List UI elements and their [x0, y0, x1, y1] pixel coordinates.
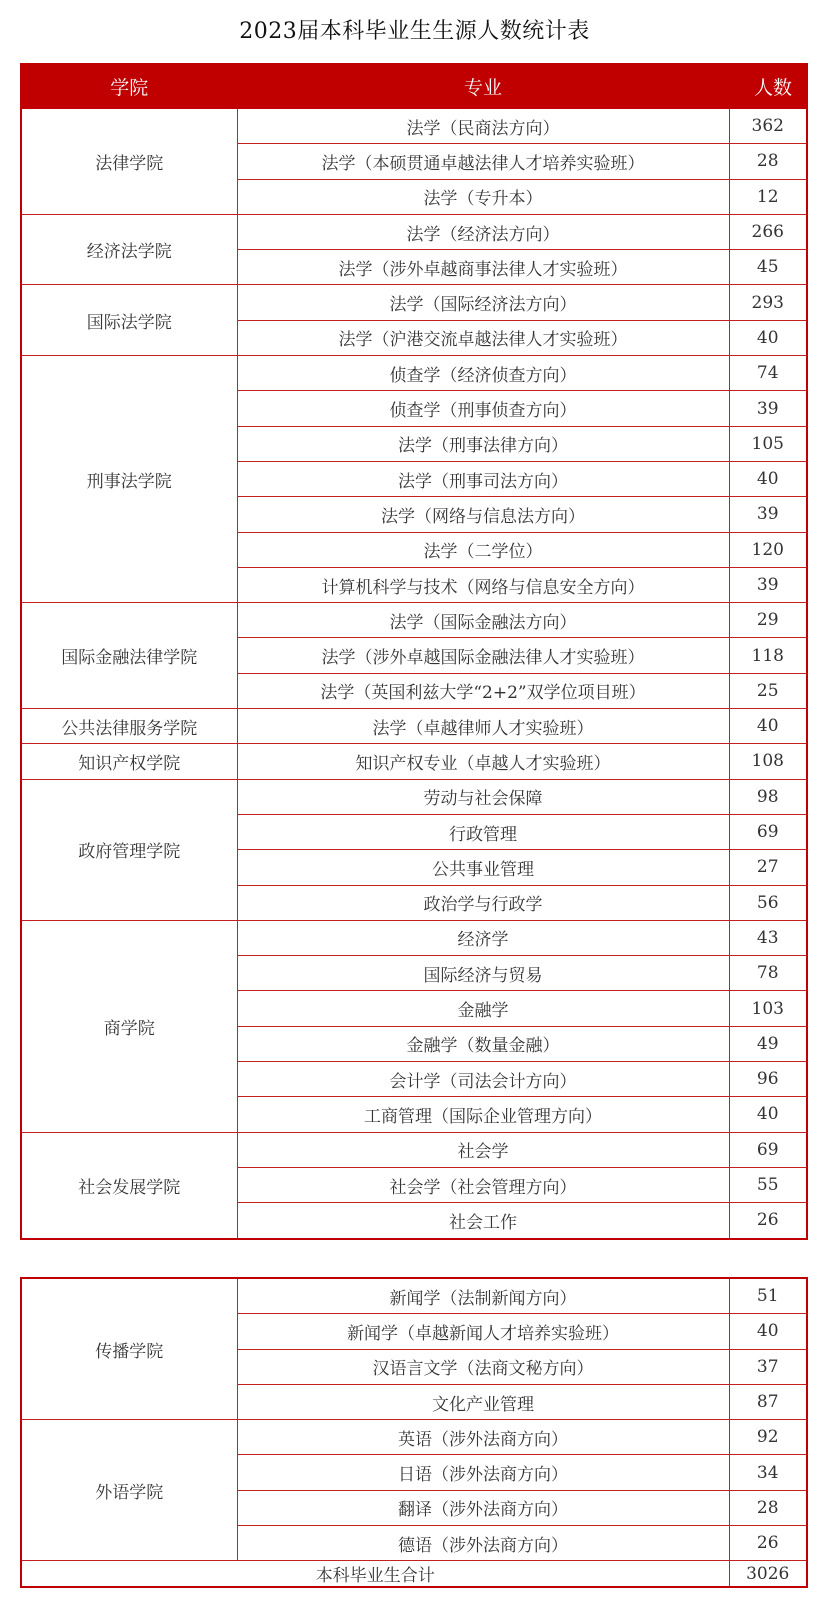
header-count: 人数: [729, 64, 807, 109]
college-cell: 政府管理学院: [21, 779, 237, 920]
count-cell: 39: [729, 391, 807, 426]
college-cell: 经济法学院: [21, 214, 237, 285]
table-row: [21, 109, 807, 144]
table-row: [21, 1278, 807, 1314]
major-cell: 法学（经济法方向）: [237, 214, 729, 249]
major-cell: 金融学（数量金融）: [237, 1026, 729, 1061]
major-cell: 会计学（司法会计方向）: [237, 1062, 729, 1097]
enrollment-table: [20, 63, 808, 1240]
count-cell: 29: [729, 603, 807, 638]
major-cell: 法学（网络与信息法方向）: [237, 497, 729, 532]
count-cell: 293: [729, 285, 807, 320]
count-cell: 12: [729, 179, 807, 214]
count-cell: 118: [729, 638, 807, 673]
major-cell: 社会学（社会管理方向）: [237, 1167, 729, 1202]
major-cell: 侦查学（刑事侦查方向）: [237, 391, 729, 426]
table-row: [21, 603, 807, 638]
count-cell: 40: [729, 1314, 807, 1349]
total-count: 3026: [729, 1561, 807, 1588]
major-cell: 法学（民商法方向）: [237, 109, 729, 144]
major-cell: 翻译（涉外法商方向）: [237, 1490, 729, 1525]
major-cell: 侦查学（经济侦查方向）: [237, 356, 729, 391]
header-major: 专业: [237, 64, 729, 109]
count-cell: 40: [729, 709, 807, 744]
total-label: 本科毕业生合计: [21, 1561, 729, 1588]
count-cell: 40: [729, 1097, 807, 1132]
table-row: [21, 1132, 807, 1167]
major-cell: 英语（涉外法商方向）: [237, 1420, 729, 1455]
major-cell: 经济学: [237, 920, 729, 955]
page-title: 2023届本科毕业生生源人数统计表: [239, 19, 590, 44]
count-cell: 39: [729, 497, 807, 532]
major-cell: 日语（涉外法商方向）: [237, 1455, 729, 1490]
count-cell: 87: [729, 1384, 807, 1419]
count-cell: 28: [729, 1490, 807, 1525]
total-row: [21, 1561, 807, 1588]
table-header-row: [21, 64, 807, 109]
table-row: [21, 744, 807, 779]
count-cell: 51: [729, 1278, 807, 1314]
count-cell: 78: [729, 956, 807, 991]
count-cell: 34: [729, 1455, 807, 1490]
major-cell: 政治学与行政学: [237, 885, 729, 920]
count-cell: 96: [729, 1062, 807, 1097]
count-cell: 92: [729, 1420, 807, 1455]
major-cell: 汉语言文学（法商文秘方向）: [237, 1349, 729, 1384]
count-cell: 105: [729, 426, 807, 461]
major-cell: 法学（本硕贯通卓越法律人才培养实验班）: [237, 144, 729, 179]
count-cell: 40: [729, 461, 807, 496]
college-cell: 社会发展学院: [21, 1132, 237, 1238]
count-cell: 28: [729, 144, 807, 179]
major-cell: 行政管理: [237, 814, 729, 849]
major-cell: 法学（卓越律师人才实验班）: [237, 709, 729, 744]
table-row: [21, 920, 807, 955]
college-cell: 传播学院: [21, 1278, 237, 1420]
college-cell: 刑事法学院: [21, 356, 237, 603]
count-cell: 25: [729, 673, 807, 708]
table-row: [21, 356, 807, 391]
count-cell: 103: [729, 991, 807, 1026]
major-cell: 法学（国际金融法方向）: [237, 603, 729, 638]
major-cell: 金融学: [237, 991, 729, 1026]
college-cell: 法律学院: [21, 109, 237, 215]
major-cell: 法学（刑事司法方向）: [237, 461, 729, 496]
major-cell: 法学（二学位）: [237, 532, 729, 567]
count-cell: 266: [729, 214, 807, 249]
major-cell: 公共事业管理: [237, 850, 729, 885]
count-cell: 55: [729, 1167, 807, 1202]
count-cell: 43: [729, 920, 807, 955]
major-cell: 法学（国际经济法方向）: [237, 285, 729, 320]
count-cell: 56: [729, 885, 807, 920]
major-cell: 文化产业管理: [237, 1384, 729, 1419]
major-cell: 计算机科学与技术（网络与信息安全方向）: [237, 567, 729, 602]
major-cell: 法学（刑事法律方向）: [237, 426, 729, 461]
count-cell: 26: [729, 1203, 807, 1239]
count-cell: 108: [729, 744, 807, 779]
major-cell: 法学（专升本）: [237, 179, 729, 214]
college-cell: 公共法律服务学院: [21, 709, 237, 744]
major-cell: 知识产权专业（卓越人才实验班）: [237, 744, 729, 779]
count-cell: 40: [729, 320, 807, 355]
count-cell: 45: [729, 250, 807, 285]
college-cell: 国际法学院: [21, 285, 237, 356]
table-row: [21, 709, 807, 744]
college-cell: 知识产权学院: [21, 744, 237, 779]
major-cell: 法学（涉外卓越商事法律人才实验班）: [237, 250, 729, 285]
table-row: [21, 1420, 807, 1455]
major-cell: 劳动与社会保障: [237, 779, 729, 814]
college-cell: 外语学院: [21, 1420, 237, 1561]
table-row: [21, 214, 807, 249]
major-cell: 社会学: [237, 1132, 729, 1167]
major-cell: 法学（英国利兹大学“2+2”双学位项目班）: [237, 673, 729, 708]
count-cell: 98: [729, 779, 807, 814]
count-cell: 49: [729, 1026, 807, 1061]
count-cell: 27: [729, 850, 807, 885]
count-cell: 39: [729, 567, 807, 602]
count-cell: 69: [729, 1132, 807, 1167]
count-cell: 362: [729, 109, 807, 144]
college-cell: 国际金融法律学院: [21, 603, 237, 709]
major-cell: 法学（涉外卓越国际金融法律人才实验班）: [237, 638, 729, 673]
major-cell: 法学（沪港交流卓越法律人才实验班）: [237, 320, 729, 355]
table-row: [21, 779, 807, 814]
count-cell: 37: [729, 1349, 807, 1384]
major-cell: 社会工作: [237, 1203, 729, 1239]
enrollment-table-continued: [20, 1277, 808, 1588]
count-cell: 120: [729, 532, 807, 567]
major-cell: 德语（涉外法商方向）: [237, 1526, 729, 1561]
table-row: [21, 285, 807, 320]
count-cell: 74: [729, 356, 807, 391]
count-cell: 26: [729, 1526, 807, 1561]
major-cell: 新闻学（法制新闻方向）: [237, 1278, 729, 1314]
header-college: 学院: [21, 64, 237, 109]
major-cell: 国际经济与贸易: [237, 956, 729, 991]
major-cell: 新闻学（卓越新闻人才培养实验班）: [237, 1314, 729, 1349]
college-cell: 商学院: [21, 920, 237, 1132]
count-cell: 69: [729, 814, 807, 849]
major-cell: 工商管理（国际企业管理方向）: [237, 1097, 729, 1132]
